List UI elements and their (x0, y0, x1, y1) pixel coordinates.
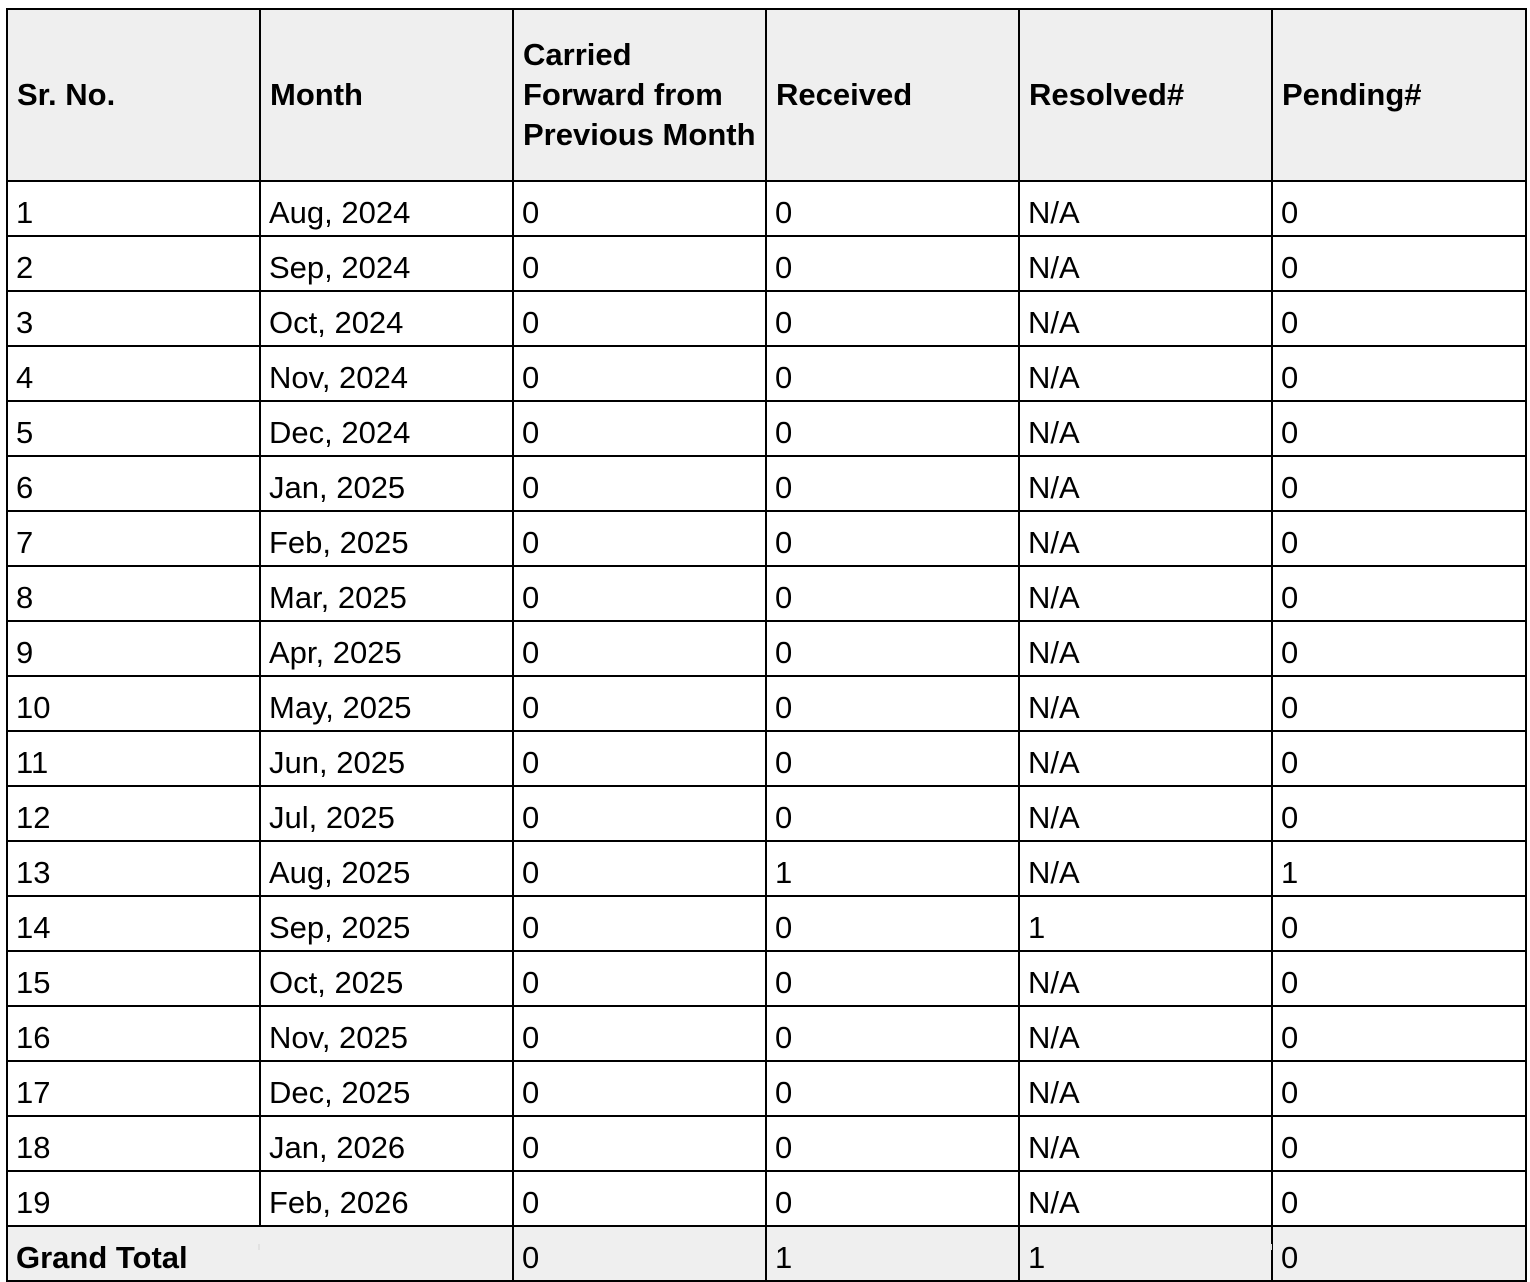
cell-carried-forward: 0 (513, 1006, 766, 1061)
header-resolved: Resolved# (1019, 9, 1272, 181)
table-row (7, 1006, 1526, 1061)
cell-received: 0 (766, 291, 1019, 346)
cell-month: Sep, 2025 (260, 896, 513, 951)
cell-month: Mar, 2025 (260, 566, 513, 621)
header-carried-forward: Carried Forward from Previous Month (513, 9, 766, 181)
cell-month: Apr, 2025 (260, 621, 513, 676)
cell-pending: 0 (1272, 896, 1526, 951)
cell-month: Oct, 2024 (260, 291, 513, 346)
cell-pending: 0 (1272, 456, 1526, 511)
cell-carried-forward: 0 (513, 896, 766, 951)
cell-resolved: N/A (1019, 566, 1272, 621)
cell-received: 0 (766, 786, 1019, 841)
cell-sr-no: 4 (7, 346, 260, 401)
table-row (7, 951, 1526, 1006)
cell-sr-no: 15 (7, 951, 260, 1006)
table-row (7, 786, 1526, 841)
cell-received: 0 (766, 566, 1019, 621)
complaints-table-container (6, 8, 1527, 1282)
complaints-table (6, 8, 1527, 1282)
cell-sr-no: 12 (7, 786, 260, 841)
cell-resolved: N/A (1019, 1116, 1272, 1171)
cell-sr-no: 6 (7, 456, 260, 511)
table-row (7, 896, 1526, 951)
cell-carried-forward: 0 (513, 291, 766, 346)
cell-pending: 0 (1272, 676, 1526, 731)
cell-pending: 0 (1272, 621, 1526, 676)
cell-pending: 0 (1272, 181, 1526, 236)
cell-carried-forward: 0 (513, 1116, 766, 1171)
cell-month: Nov, 2025 (260, 1006, 513, 1061)
cell-sr-no: 11 (7, 731, 260, 786)
cell-resolved: N/A (1019, 786, 1272, 841)
cell-sr-no: 16 (7, 1006, 260, 1061)
cell-received: 0 (766, 346, 1019, 401)
cell-month: Feb, 2026 (260, 1171, 513, 1226)
grand-total-received: 1 (766, 1226, 1019, 1281)
table-header (7, 9, 1526, 181)
header-received: Received (766, 9, 1019, 181)
cell-month: Oct, 2025 (260, 951, 513, 1006)
table-row (7, 676, 1526, 731)
cell-resolved: N/A (1019, 951, 1272, 1006)
cell-month: Jan, 2026 (260, 1116, 513, 1171)
cell-sr-no: 13 (7, 841, 260, 896)
table-row (7, 566, 1526, 621)
cell-received: 0 (766, 621, 1019, 676)
cell-pending: 0 (1272, 786, 1526, 841)
cell-pending: 0 (1272, 346, 1526, 401)
cell-received: 0 (766, 1171, 1019, 1226)
cell-resolved: N/A (1019, 1171, 1272, 1226)
cell-received: 0 (766, 676, 1019, 731)
cell-sr-no: 2 (7, 236, 260, 291)
table-body (7, 181, 1526, 1226)
cell-sr-no: 10 (7, 676, 260, 731)
cell-month: Aug, 2024 (260, 181, 513, 236)
cell-carried-forward: 0 (513, 236, 766, 291)
grand-total-carried-forward: 0 (513, 1226, 766, 1281)
cell-received: 0 (766, 1061, 1019, 1116)
cell-month: Jan, 2025 (260, 456, 513, 511)
cell-carried-forward: 0 (513, 841, 766, 896)
cell-carried-forward: 0 (513, 621, 766, 676)
table-row (7, 401, 1526, 456)
table-row (7, 731, 1526, 786)
cell-resolved: N/A (1019, 236, 1272, 291)
cell-carried-forward: 0 (513, 511, 766, 566)
table-row (7, 1061, 1526, 1116)
cell-month: Dec, 2024 (260, 401, 513, 456)
cell-pending: 0 (1272, 566, 1526, 621)
table-footer (7, 1226, 1526, 1281)
cell-month: Sep, 2024 (260, 236, 513, 291)
cell-carried-forward: 0 (513, 456, 766, 511)
cell-resolved: N/A (1019, 511, 1272, 566)
gridline-stub (1270, 1244, 1272, 1250)
cell-received: 0 (766, 456, 1019, 511)
cell-carried-forward: 0 (513, 1171, 766, 1226)
cell-resolved: N/A (1019, 676, 1272, 731)
cell-carried-forward: 0 (513, 566, 766, 621)
cell-sr-no: 1 (7, 181, 260, 236)
cell-carried-forward: 0 (513, 731, 766, 786)
cell-pending: 0 (1272, 1116, 1526, 1171)
cell-month: Jun, 2025 (260, 731, 513, 786)
cell-received: 0 (766, 401, 1019, 456)
cell-resolved: N/A (1019, 291, 1272, 346)
cell-sr-no: 17 (7, 1061, 260, 1116)
cell-received: 0 (766, 951, 1019, 1006)
table-row (7, 1171, 1526, 1226)
cell-sr-no: 3 (7, 291, 260, 346)
cell-resolved: N/A (1019, 1061, 1272, 1116)
header-month: Month (260, 9, 513, 181)
grand-total-label: Grand Total (7, 1226, 513, 1281)
cell-carried-forward: 0 (513, 181, 766, 236)
gridline-stub (258, 1244, 260, 1250)
cell-sr-no: 5 (7, 401, 260, 456)
cell-resolved: N/A (1019, 401, 1272, 456)
cell-pending: 0 (1272, 951, 1526, 1006)
cell-pending: 0 (1272, 511, 1526, 566)
cell-received: 0 (766, 1116, 1019, 1171)
cell-carried-forward: 0 (513, 786, 766, 841)
cell-sr-no: 19 (7, 1171, 260, 1226)
table-row (7, 346, 1526, 401)
cell-received: 0 (766, 511, 1019, 566)
cell-month: Nov, 2024 (260, 346, 513, 401)
cell-resolved: N/A (1019, 346, 1272, 401)
table-row (7, 621, 1526, 676)
cell-resolved: N/A (1019, 181, 1272, 236)
cell-pending: 0 (1272, 401, 1526, 456)
cell-pending: 0 (1272, 291, 1526, 346)
cell-month: Dec, 2025 (260, 1061, 513, 1116)
cell-sr-no: 7 (7, 511, 260, 566)
cell-sr-no: 8 (7, 566, 260, 621)
cell-received: 0 (766, 181, 1019, 236)
table-row (7, 456, 1526, 511)
cell-received: 1 (766, 841, 1019, 896)
cell-carried-forward: 0 (513, 676, 766, 731)
grand-total-pending: 0 (1272, 1226, 1526, 1281)
table-row (7, 511, 1526, 566)
table-row (7, 291, 1526, 346)
cell-sr-no: 14 (7, 896, 260, 951)
cell-pending: 0 (1272, 1171, 1526, 1226)
cell-resolved: N/A (1019, 621, 1272, 676)
cell-sr-no: 9 (7, 621, 260, 676)
grand-total-resolved: 1 (1019, 1226, 1272, 1281)
cell-month: Feb, 2025 (260, 511, 513, 566)
table-row (7, 1116, 1526, 1171)
table-row (7, 236, 1526, 291)
cell-resolved: N/A (1019, 841, 1272, 896)
cell-pending: 0 (1272, 236, 1526, 291)
cell-sr-no: 18 (7, 1116, 260, 1171)
cell-pending: 0 (1272, 1006, 1526, 1061)
cell-pending: 1 (1272, 841, 1526, 896)
cell-carried-forward: 0 (513, 951, 766, 1006)
header-row (7, 9, 1526, 181)
cell-resolved: N/A (1019, 456, 1272, 511)
cell-received: 0 (766, 896, 1019, 951)
cell-resolved: 1 (1019, 896, 1272, 951)
cell-resolved: N/A (1019, 1006, 1272, 1061)
header-sr-no: Sr. No. (7, 9, 260, 181)
cell-carried-forward: 0 (513, 346, 766, 401)
cell-pending: 0 (1272, 731, 1526, 786)
cell-carried-forward: 0 (513, 401, 766, 456)
cell-month: Jul, 2025 (260, 786, 513, 841)
table-row (7, 181, 1526, 236)
header-pending: Pending# (1272, 9, 1526, 181)
cell-month: May, 2025 (260, 676, 513, 731)
cell-received: 0 (766, 731, 1019, 786)
table-row (7, 841, 1526, 896)
cell-resolved: N/A (1019, 731, 1272, 786)
grand-total-row (7, 1226, 1526, 1281)
cell-carried-forward: 0 (513, 1061, 766, 1116)
cell-pending: 0 (1272, 1061, 1526, 1116)
cell-received: 0 (766, 236, 1019, 291)
cell-received: 0 (766, 1006, 1019, 1061)
cell-month: Aug, 2025 (260, 841, 513, 896)
